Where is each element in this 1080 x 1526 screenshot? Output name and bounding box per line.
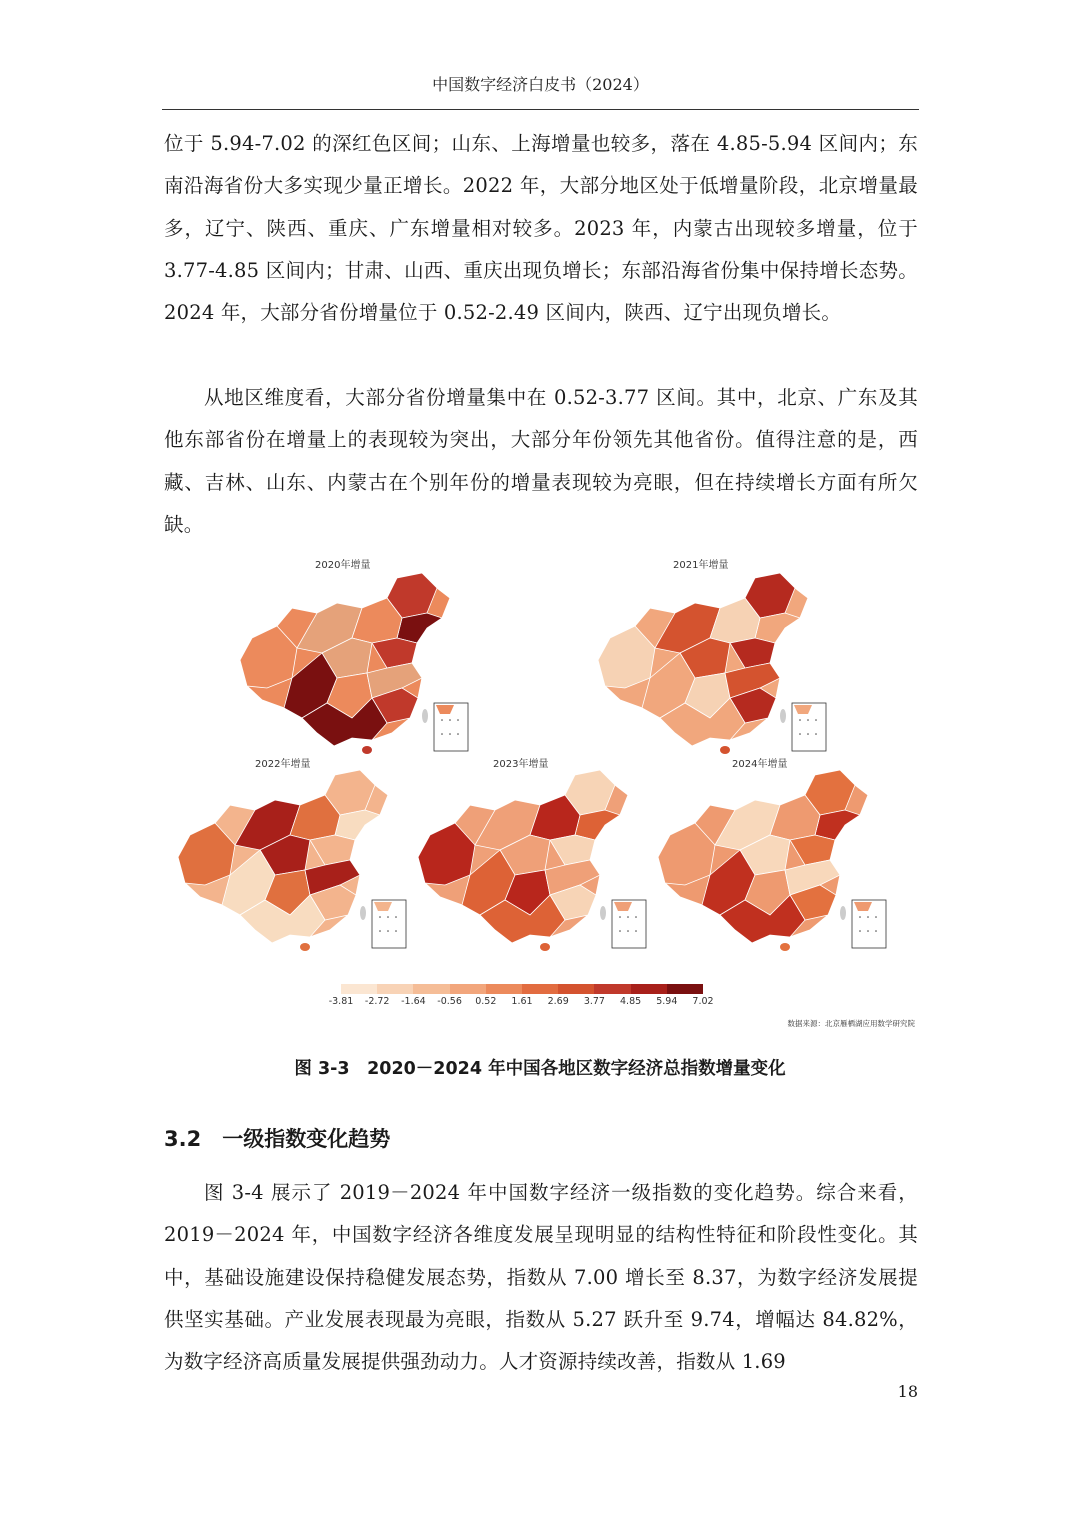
body-paragraph-3: 图 3-4 展示了 2019－2024 年中国数字经济一级指数的变化趋势。综合来看，2019－2024 年，中国数字经济各维度发展呈现明显的结构性特征和阶段性变化。其中，基础设施建设保持稳健发展态势，指数从 7.00 增长至 8.37，为数字经济发展提供坚实基础。产业发展表现最为亮眼，指数从 5.27 跃升至 9.74，增幅达 84.82%，为数字经济高质量发展提供强劲动力。人才资源持续改善，指数从 1.69 — [164, 1181, 918, 1374]
inset-island-dot — [867, 916, 869, 918]
inset-island-dot — [807, 719, 809, 721]
map-island — [360, 906, 366, 920]
inset-island-dot — [807, 733, 809, 735]
inset-island-dot — [457, 719, 459, 721]
china-map-2024 — [640, 765, 890, 955]
legend-label: 7.02 — [692, 996, 714, 1007]
inset-island-dot — [867, 930, 869, 932]
inset-island-dot — [379, 916, 381, 918]
legend-color-bar — [341, 984, 703, 994]
map-region — [335, 810, 380, 840]
map-title-2022: 2022年增量 — [255, 759, 311, 770]
legend-label: -0.56 — [437, 996, 462, 1007]
map-island — [300, 943, 310, 951]
china-map-2021 — [580, 568, 830, 758]
inset-island-dot — [379, 930, 381, 932]
map-region — [575, 810, 620, 840]
section-heading: 3.2 一级指数变化趋势 — [164, 1127, 391, 1151]
legend-swatch — [558, 984, 594, 994]
map-region — [755, 613, 800, 643]
china-map-2020 — [222, 568, 472, 758]
inset-island-dot — [875, 916, 877, 918]
body-paragraph-1: 位于 5.94-7.02 的深红色区间；山东、上海增量也较多，落在 4.85-5.94 区间内；东南沿海省份大多实现少量正增长。2022 年，大部分地区处于低增量阶段，北京增量最多，辽宁、陕西、重庆、广东增量相对较多。2023 年，内蒙古出现较多增量，位于 3.77-4.85 区间内；甘肃、山西、重庆出现负增长；东部沿海省份集中保持增长态势。2024 年，大部分省份增量位于 0.52-2.49 区间内，陕西、辽宁出现负增长。 — [164, 132, 918, 325]
legend-label: 5.94 — [656, 996, 678, 1007]
inset-island-dot — [395, 916, 397, 918]
legend-swatch — [413, 984, 449, 994]
map-island — [540, 943, 550, 951]
inset-island-dot — [441, 733, 443, 735]
map-island — [840, 906, 846, 920]
inset-island-dot — [619, 930, 621, 932]
legend-label: 4.85 — [620, 996, 642, 1007]
legend-label: 2.69 — [547, 996, 569, 1007]
inset-island-dot — [815, 719, 817, 721]
legend-swatch — [522, 984, 558, 994]
map-title-2021: 2021年增量 — [673, 560, 729, 571]
legend-swatch — [631, 984, 667, 994]
map-island — [780, 943, 790, 951]
inset-island-dot — [859, 916, 861, 918]
inset-island-dot — [387, 930, 389, 932]
figure-caption: 图 3-3 2020－2024 年中国各地区数字经济总指数增量变化 — [294, 1059, 786, 1079]
map-title-2024: 2024年增量 — [732, 759, 788, 770]
inset-island-dot — [627, 930, 629, 932]
page-number: 18 — [897, 1382, 918, 1401]
legend-label: 3.77 — [583, 996, 605, 1007]
map-island — [600, 906, 606, 920]
legend-label: 1.61 — [511, 996, 533, 1007]
legend-swatch — [450, 984, 486, 994]
inset-island-dot — [635, 930, 637, 932]
inset-island-dot — [635, 916, 637, 918]
map-title-2023: 2023年增量 — [493, 759, 549, 770]
body-paragraph-2: 从地区维度看，大部分省份增量集中在 0.52-3.77 区间。其中，北京、广东及其他东部省份在增量上的表现较为突出，大部分年份领先其他省份。值得注意的是，西藏、吉林、山东、内蒙古在个别年份的增量表现较为亮眼，但在持续增长方面有所欠缺。 — [164, 386, 918, 536]
legend-label: -1.64 — [401, 996, 426, 1007]
legend-label: -2.72 — [364, 996, 390, 1007]
running-header: 中国数字经济白皮书（2024） — [432, 75, 649, 94]
legend-label: 0.52 — [475, 996, 497, 1007]
map-island — [780, 709, 786, 723]
inset-island-dot — [387, 916, 389, 918]
map-island — [422, 709, 428, 723]
inset-island-dot — [815, 733, 817, 735]
china-map-2022 — [160, 765, 410, 955]
map-title-2020: 2020年增量 — [315, 560, 371, 571]
header-rule — [162, 109, 919, 110]
legend-swatch — [594, 984, 630, 994]
inset-island-dot — [449, 719, 451, 721]
map-region — [815, 810, 860, 840]
china-map-2023 — [400, 765, 650, 955]
inset-island-dot — [457, 733, 459, 735]
inset-island-dot — [859, 930, 861, 932]
inset-island-dot — [627, 916, 629, 918]
map-region — [397, 613, 442, 643]
inset-island-dot — [441, 719, 443, 721]
inset-island-dot — [799, 719, 801, 721]
data-source: 数据来源：北京雁栖湖应用数学研究院 — [787, 1019, 915, 1028]
inset-island-dot — [395, 930, 397, 932]
legend-swatch — [341, 984, 377, 994]
map-island — [362, 746, 372, 754]
legend-labels — [320, 996, 725, 1010]
map-island — [720, 746, 730, 754]
inset-island-dot — [619, 916, 621, 918]
inset-island-dot — [799, 733, 801, 735]
figure-maps — [160, 550, 920, 1040]
legend-swatch — [377, 984, 413, 994]
inset-island-dot — [875, 930, 877, 932]
legend-label: -3.81 — [328, 996, 354, 1007]
legend-swatch — [486, 984, 522, 994]
inset-island-dot — [449, 733, 451, 735]
legend-swatch — [667, 984, 703, 994]
